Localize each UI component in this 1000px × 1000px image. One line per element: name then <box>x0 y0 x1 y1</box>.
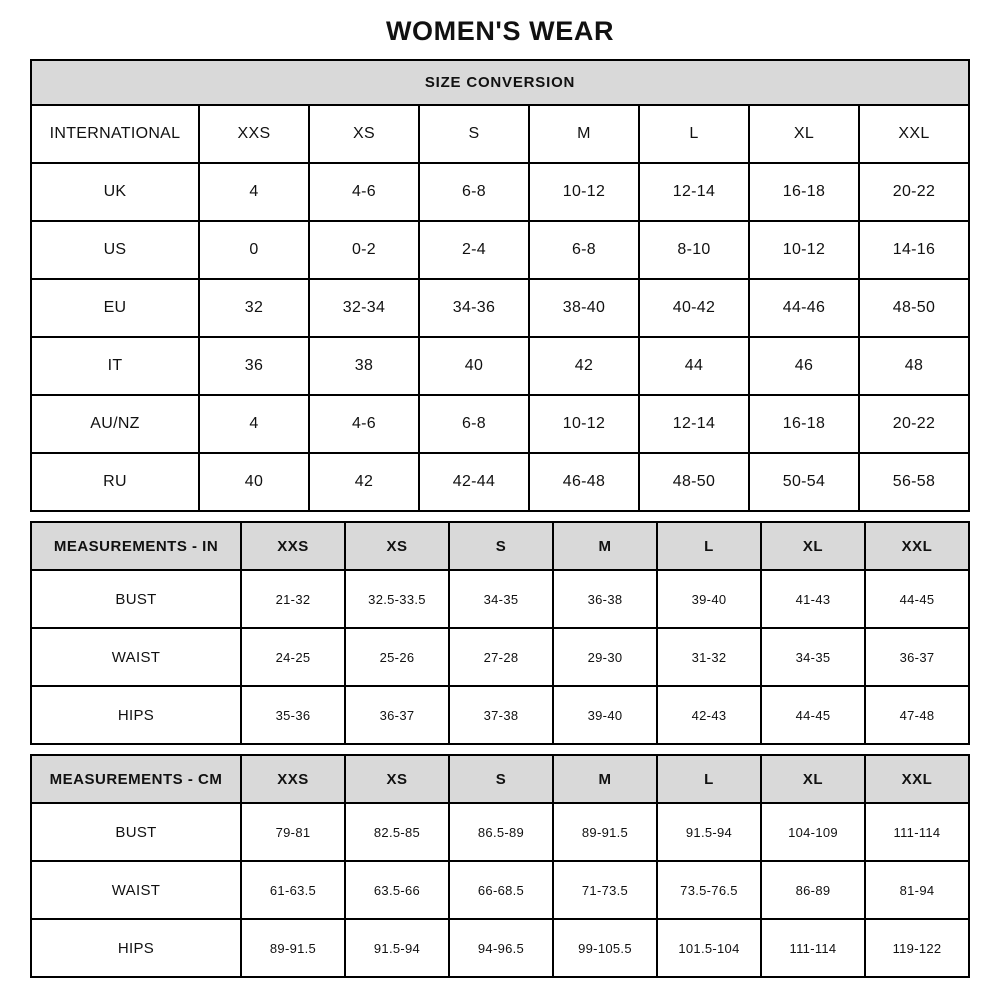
table-row <box>31 395 969 453</box>
data-cell: 0-2 <box>309 221 419 279</box>
data-cell: 66-68.5 <box>449 861 553 919</box>
data-cell: 29-30 <box>553 628 657 686</box>
data-cell: 20-22 <box>859 395 969 453</box>
data-cell: 32.5-33.5 <box>345 570 449 628</box>
row-label: EU <box>31 279 199 337</box>
data-cell: 47-48 <box>865 686 969 744</box>
data-cell: 34-35 <box>761 628 865 686</box>
data-cell: 21-32 <box>241 570 345 628</box>
size-column-header: M <box>529 105 639 163</box>
size-column-header: S <box>419 105 529 163</box>
page-title: WOMEN'S WEAR <box>385 16 615 46</box>
data-cell: 91.5-94 <box>657 803 761 861</box>
size-conversion-table <box>30 59 970 512</box>
size-column-header: XXL <box>859 105 969 163</box>
table-row <box>31 861 969 919</box>
data-cell: 12-14 <box>639 163 749 221</box>
data-cell: 38 <box>309 337 419 395</box>
data-cell: 39-40 <box>657 570 761 628</box>
table-row <box>31 221 969 279</box>
size-column-header: XXS <box>199 105 309 163</box>
size-column-header: XXS <box>241 755 345 803</box>
row-label: HIPS <box>31 686 241 744</box>
data-cell: 35-36 <box>241 686 345 744</box>
data-cell: 42-43 <box>657 686 761 744</box>
data-cell: 32 <box>199 279 309 337</box>
data-cell: 36-37 <box>345 686 449 744</box>
data-cell: 10-12 <box>529 163 639 221</box>
row-label: WAIST <box>31 628 241 686</box>
size-column-header: M <box>553 755 657 803</box>
measurements-in-table <box>30 521 970 745</box>
data-cell: 86.5-89 <box>449 803 553 861</box>
row-label: HIPS <box>31 919 241 977</box>
data-cell: 36-37 <box>865 628 969 686</box>
size-column-header: XS <box>345 522 449 570</box>
size-column-header: S <box>449 755 553 803</box>
data-cell: 4-6 <box>309 395 419 453</box>
size-column-header: XL <box>761 755 865 803</box>
data-cell: 56-58 <box>859 453 969 511</box>
data-cell: 73.5-76.5 <box>657 861 761 919</box>
size-column-header: M <box>553 522 657 570</box>
data-cell: 46-48 <box>529 453 639 511</box>
table-row <box>31 163 969 221</box>
data-cell: 31-32 <box>657 628 761 686</box>
size-column-header: XXS <box>241 522 345 570</box>
data-cell: 42 <box>309 453 419 511</box>
data-cell: 40-42 <box>639 279 749 337</box>
data-cell: 10-12 <box>749 221 859 279</box>
data-cell: 6-8 <box>529 221 639 279</box>
row-label: IT <box>31 337 199 395</box>
table-row <box>31 628 969 686</box>
row-label: AU/NZ <box>31 395 199 453</box>
data-cell: 36-38 <box>553 570 657 628</box>
data-cell: 24-25 <box>241 628 345 686</box>
data-cell: 50-54 <box>749 453 859 511</box>
size-column-header: XS <box>309 105 419 163</box>
data-cell: 40 <box>419 337 529 395</box>
data-cell: 101.5-104 <box>657 919 761 977</box>
data-cell: 25-26 <box>345 628 449 686</box>
data-cell: 20-22 <box>859 163 969 221</box>
data-cell: 44-46 <box>749 279 859 337</box>
table-row <box>31 453 969 511</box>
size-column-header: L <box>657 755 761 803</box>
data-cell: 44-45 <box>865 570 969 628</box>
table-row <box>31 570 969 628</box>
data-cell: 91.5-94 <box>345 919 449 977</box>
data-cell: 16-18 <box>749 395 859 453</box>
table-header-row <box>31 755 969 803</box>
data-cell: 4 <box>199 395 309 453</box>
row-label: WAIST <box>31 861 241 919</box>
table-header-label: MEASUREMENTS - IN <box>31 522 241 570</box>
table-row <box>31 686 969 744</box>
data-cell: 86-89 <box>761 861 865 919</box>
row-label: RU <box>31 453 199 511</box>
data-cell: 6-8 <box>419 395 529 453</box>
size-column-header: XL <box>749 105 859 163</box>
data-cell: 104-109 <box>761 803 865 861</box>
data-cell: 44-45 <box>761 686 865 744</box>
table-row <box>31 803 969 861</box>
row-label: US <box>31 221 199 279</box>
data-cell: 71-73.5 <box>553 861 657 919</box>
data-cell: 89-91.5 <box>241 919 345 977</box>
size-column-header: XL <box>761 522 865 570</box>
size-column-header: L <box>657 522 761 570</box>
data-cell: 111-114 <box>761 919 865 977</box>
data-cell: 94-96.5 <box>449 919 553 977</box>
data-cell: 99-105.5 <box>553 919 657 977</box>
data-cell: 8-10 <box>639 221 749 279</box>
data-cell: 4 <box>199 163 309 221</box>
table-header-row <box>31 105 969 163</box>
data-cell: 34-36 <box>419 279 529 337</box>
data-cell: 119-122 <box>865 919 969 977</box>
data-cell: 6-8 <box>419 163 529 221</box>
data-cell: 14-16 <box>859 221 969 279</box>
table-row <box>31 279 969 337</box>
row-label: UK <box>31 163 199 221</box>
data-cell: 89-91.5 <box>553 803 657 861</box>
data-cell: 10-12 <box>529 395 639 453</box>
data-cell: 41-43 <box>761 570 865 628</box>
data-cell: 42-44 <box>419 453 529 511</box>
data-cell: 46 <box>749 337 859 395</box>
data-cell: 12-14 <box>639 395 749 453</box>
data-cell: 39-40 <box>553 686 657 744</box>
data-cell: 0 <box>199 221 309 279</box>
data-cell: 48-50 <box>639 453 749 511</box>
table-row <box>31 919 969 977</box>
size-column-header: XXL <box>865 755 969 803</box>
table-row <box>31 337 969 395</box>
row-label: BUST <box>31 570 241 628</box>
data-cell: 16-18 <box>749 163 859 221</box>
data-cell: 63.5-66 <box>345 861 449 919</box>
data-cell: 34-35 <box>449 570 553 628</box>
data-cell: 2-4 <box>419 221 529 279</box>
size-column-header: XXL <box>865 522 969 570</box>
table-title: SIZE CONVERSION <box>31 60 969 105</box>
data-cell: 61-63.5 <box>241 861 345 919</box>
data-cell: 79-81 <box>241 803 345 861</box>
size-column-header: S <box>449 522 553 570</box>
data-cell: 48 <box>859 337 969 395</box>
measurements-cm-table <box>30 754 970 978</box>
size-column-header: XS <box>345 755 449 803</box>
data-cell: 44 <box>639 337 749 395</box>
data-cell: 81-94 <box>865 861 969 919</box>
data-cell: 82.5-85 <box>345 803 449 861</box>
data-cell: 48-50 <box>859 279 969 337</box>
table-header-row <box>31 522 969 570</box>
data-cell: 111-114 <box>865 803 969 861</box>
size-column-header: L <box>639 105 749 163</box>
data-cell: 36 <box>199 337 309 395</box>
data-cell: 4-6 <box>309 163 419 221</box>
data-cell: 40 <box>199 453 309 511</box>
data-cell: 27-28 <box>449 628 553 686</box>
data-cell: 37-38 <box>449 686 553 744</box>
data-cell: 38-40 <box>529 279 639 337</box>
data-cell: 42 <box>529 337 639 395</box>
table-header-label: MEASUREMENTS - CM <box>31 755 241 803</box>
table-title-row <box>31 60 969 105</box>
table-header-label: INTERNATIONAL <box>31 105 199 163</box>
row-label: BUST <box>31 803 241 861</box>
data-cell: 32-34 <box>309 279 419 337</box>
